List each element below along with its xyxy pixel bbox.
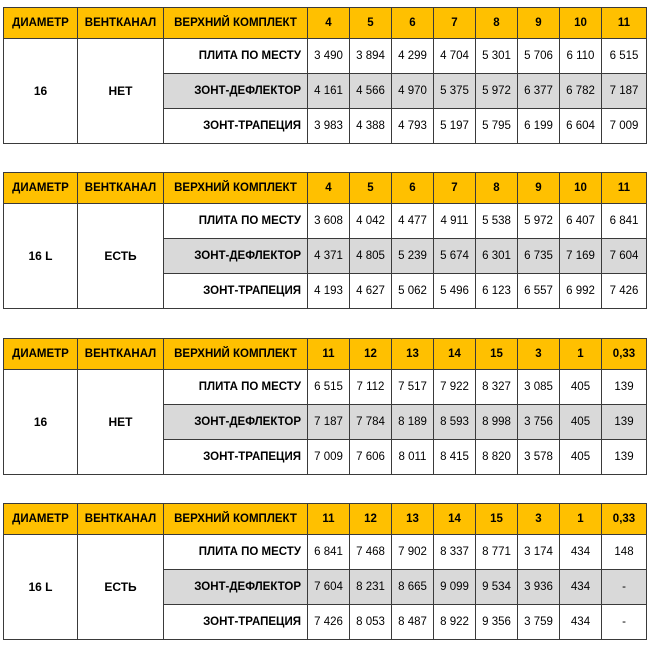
- price-cell: 7 426: [602, 274, 647, 309]
- price-cell: 434: [560, 605, 602, 640]
- column-header: 11: [602, 8, 647, 39]
- column-header: ДИАМЕТР: [4, 339, 78, 370]
- price-cell: 3 756: [518, 405, 560, 440]
- price-table-block: [3, 503, 646, 640]
- price-cell: 8 011: [392, 440, 434, 475]
- column-header: ДИАМЕТР: [4, 504, 78, 535]
- price-cell: 8 820: [476, 440, 518, 475]
- kit-type-cell: ЗОНТ-ДЕФЛЕКТОР: [164, 74, 308, 109]
- price-cell: 7 784: [350, 405, 392, 440]
- ventkanal-cell: ЕСТЬ: [78, 535, 164, 640]
- price-cell: 8 337: [434, 535, 476, 570]
- price-cell: 6 841: [308, 535, 350, 570]
- price-cell: 7 604: [308, 570, 350, 605]
- price-table: [3, 172, 647, 309]
- price-cell: 4 042: [350, 204, 392, 239]
- column-header: 14: [434, 504, 476, 535]
- header-row: [4, 8, 647, 39]
- header-row: [4, 173, 647, 204]
- price-cell: 4 805: [350, 239, 392, 274]
- price-cell: 8 487: [392, 605, 434, 640]
- price-cell: 8 053: [350, 605, 392, 640]
- kit-type-cell: ПЛИТА ПО МЕСТУ: [164, 39, 308, 74]
- table-row: [4, 204, 647, 239]
- price-cell: 6 782: [560, 74, 602, 109]
- price-cell: 8 665: [392, 570, 434, 605]
- price-cell: 6 377: [518, 74, 560, 109]
- column-header: 13: [392, 504, 434, 535]
- ventkanal-cell: НЕТ: [78, 39, 164, 144]
- column-header: 11: [602, 173, 647, 204]
- price-cell: 6 735: [518, 239, 560, 274]
- column-header: 10: [560, 173, 602, 204]
- price-cell: 434: [560, 570, 602, 605]
- column-header: 12: [350, 339, 392, 370]
- price-cell: 8 415: [434, 440, 476, 475]
- column-header: 4: [308, 8, 350, 39]
- kit-type-cell: ЗОНТ-ТРАПЕЦИЯ: [164, 109, 308, 144]
- price-cell: 4 627: [350, 274, 392, 309]
- price-cell: 4 477: [392, 204, 434, 239]
- price-cell: 139: [602, 370, 647, 405]
- kit-type-cell: ПЛИТА ПО МЕСТУ: [164, 535, 308, 570]
- price-cell: 4 193: [308, 274, 350, 309]
- price-cell: 9 356: [476, 605, 518, 640]
- price-table: [3, 338, 647, 475]
- table-row: [4, 39, 647, 74]
- price-cell: 7 902: [392, 535, 434, 570]
- price-cell: 6 515: [308, 370, 350, 405]
- column-header: 10: [560, 8, 602, 39]
- column-header: 14: [434, 339, 476, 370]
- column-header: 15: [476, 339, 518, 370]
- price-cell: 3 936: [518, 570, 560, 605]
- price-cell: 8 593: [434, 405, 476, 440]
- column-header: 0,33: [602, 339, 647, 370]
- price-cell: 7 009: [602, 109, 647, 144]
- price-cell: 6 407: [560, 204, 602, 239]
- price-cell: 139: [602, 405, 647, 440]
- column-header: 11: [308, 339, 350, 370]
- price-cell: 6 199: [518, 109, 560, 144]
- price-cell: 5 972: [476, 74, 518, 109]
- column-header: ВЕНТКАНАЛ: [78, 173, 164, 204]
- price-cell: -: [602, 570, 647, 605]
- header-row: [4, 339, 647, 370]
- price-cell: 8 922: [434, 605, 476, 640]
- price-cell: 7 922: [434, 370, 476, 405]
- column-header: 9: [518, 8, 560, 39]
- column-header: ДИАМЕТР: [4, 8, 78, 39]
- price-cell: 4 793: [392, 109, 434, 144]
- price-cell: 7 187: [602, 74, 647, 109]
- price-cell: 148: [602, 535, 647, 570]
- kit-type-cell: ЗОНТ-ДЕФЛЕКТОР: [164, 570, 308, 605]
- ventkanal-cell: НЕТ: [78, 370, 164, 475]
- price-cell: 3 085: [518, 370, 560, 405]
- column-header: 0,33: [602, 504, 647, 535]
- price-cell: 9 534: [476, 570, 518, 605]
- price-cell: 3 608: [308, 204, 350, 239]
- column-header: 3: [518, 339, 560, 370]
- column-header: 8: [476, 8, 518, 39]
- price-cell: 5 674: [434, 239, 476, 274]
- diameter-cell: 16: [4, 370, 78, 475]
- diameter-cell: 16 L: [4, 535, 78, 640]
- table-row: [4, 370, 647, 405]
- price-cell: 3 759: [518, 605, 560, 640]
- price-cell: 7 169: [560, 239, 602, 274]
- price-cell: 4 371: [308, 239, 350, 274]
- column-header: 3: [518, 504, 560, 535]
- column-header: 6: [392, 8, 434, 39]
- column-header: ВЕНТКАНАЛ: [78, 504, 164, 535]
- column-header: 1: [560, 504, 602, 535]
- kit-type-cell: ПЛИТА ПО МЕСТУ: [164, 370, 308, 405]
- price-cell: 9 099: [434, 570, 476, 605]
- kit-type-cell: ЗОНТ-ТРАПЕЦИЯ: [164, 440, 308, 475]
- column-header: 1: [560, 339, 602, 370]
- kit-type-cell: ЗОНТ-ТРАПЕЦИЯ: [164, 274, 308, 309]
- column-header: 5: [350, 173, 392, 204]
- price-cell: 3 578: [518, 440, 560, 475]
- price-cell: 5 706: [518, 39, 560, 74]
- column-header: ВЕРХНИЙ КОМПЛЕКТ: [164, 339, 308, 370]
- price-cell: 6 301: [476, 239, 518, 274]
- price-cell: 8 998: [476, 405, 518, 440]
- price-cell: -: [602, 605, 647, 640]
- price-cell: 5 972: [518, 204, 560, 239]
- column-header: 9: [518, 173, 560, 204]
- price-cell: 4 911: [434, 204, 476, 239]
- price-cell: 5 197: [434, 109, 476, 144]
- price-cell: 6 557: [518, 274, 560, 309]
- column-header: ВЕНТКАНАЛ: [78, 8, 164, 39]
- column-header: 5: [350, 8, 392, 39]
- price-cell: 7 468: [350, 535, 392, 570]
- column-header: 13: [392, 339, 434, 370]
- price-cell: 6 992: [560, 274, 602, 309]
- price-cell: 8 771: [476, 535, 518, 570]
- price-cell: 7 187: [308, 405, 350, 440]
- price-cell: 4 161: [308, 74, 350, 109]
- price-cell: 139: [602, 440, 647, 475]
- column-header: 12: [350, 504, 392, 535]
- price-cell: 5 538: [476, 204, 518, 239]
- column-header: 8: [476, 173, 518, 204]
- price-cell: 3 983: [308, 109, 350, 144]
- price-cell: 7 426: [308, 605, 350, 640]
- column-header: 15: [476, 504, 518, 535]
- price-cell: 7 517: [392, 370, 434, 405]
- column-header: ВЕРХНИЙ КОМПЛЕКТ: [164, 173, 308, 204]
- diameter-cell: 16 L: [4, 204, 78, 309]
- column-header: 6: [392, 173, 434, 204]
- price-cell: 3 174: [518, 535, 560, 570]
- price-cell: 7 112: [350, 370, 392, 405]
- kit-type-cell: ЗОНТ-ДЕФЛЕКТОР: [164, 239, 308, 274]
- price-cell: 7 604: [602, 239, 647, 274]
- price-cell: 4 970: [392, 74, 434, 109]
- column-header: ВЕНТКАНАЛ: [78, 339, 164, 370]
- price-cell: 5 301: [476, 39, 518, 74]
- ventkanal-cell: ЕСТЬ: [78, 204, 164, 309]
- price-cell: 405: [560, 405, 602, 440]
- diameter-cell: 16: [4, 39, 78, 144]
- column-header: ВЕРХНИЙ КОМПЛЕКТ: [164, 8, 308, 39]
- price-table: [3, 7, 647, 144]
- price-cell: 6 123: [476, 274, 518, 309]
- price-cell: 4 566: [350, 74, 392, 109]
- price-cell: 4 704: [434, 39, 476, 74]
- price-table: [3, 503, 647, 640]
- column-header: 7: [434, 173, 476, 204]
- price-cell: 8 231: [350, 570, 392, 605]
- price-cell: 3 894: [350, 39, 392, 74]
- price-cell: 7 606: [350, 440, 392, 475]
- header-row: [4, 504, 647, 535]
- column-header: 11: [308, 504, 350, 535]
- price-cell: 8 327: [476, 370, 518, 405]
- column-header: ДИАМЕТР: [4, 173, 78, 204]
- price-cell: 4 299: [392, 39, 434, 74]
- price-cell: 5 239: [392, 239, 434, 274]
- price-table-block: [3, 7, 646, 144]
- price-cell: 5 795: [476, 109, 518, 144]
- price-cell: 5 375: [434, 74, 476, 109]
- price-table-block: [3, 338, 646, 475]
- kit-type-cell: ЗОНТ-ТРАПЕЦИЯ: [164, 605, 308, 640]
- price-cell: 5 062: [392, 274, 434, 309]
- column-header: ВЕРХНИЙ КОМПЛЕКТ: [164, 504, 308, 535]
- price-cell: 6 515: [602, 39, 647, 74]
- kit-type-cell: ЗОНТ-ДЕФЛЕКТОР: [164, 405, 308, 440]
- price-cell: 6 110: [560, 39, 602, 74]
- price-cell: 4 388: [350, 109, 392, 144]
- price-cell: 6 604: [560, 109, 602, 144]
- column-header: 7: [434, 8, 476, 39]
- price-cell: 6 841: [602, 204, 647, 239]
- price-cell: 8 189: [392, 405, 434, 440]
- price-table-block: [3, 172, 646, 309]
- price-cell: 3 490: [308, 39, 350, 74]
- table-row: [4, 535, 647, 570]
- kit-type-cell: ПЛИТА ПО МЕСТУ: [164, 204, 308, 239]
- price-cell: 5 496: [434, 274, 476, 309]
- column-header: 4: [308, 173, 350, 204]
- price-cell: 405: [560, 370, 602, 405]
- price-cell: 7 009: [308, 440, 350, 475]
- price-cell: 434: [560, 535, 602, 570]
- price-cell: 405: [560, 440, 602, 475]
